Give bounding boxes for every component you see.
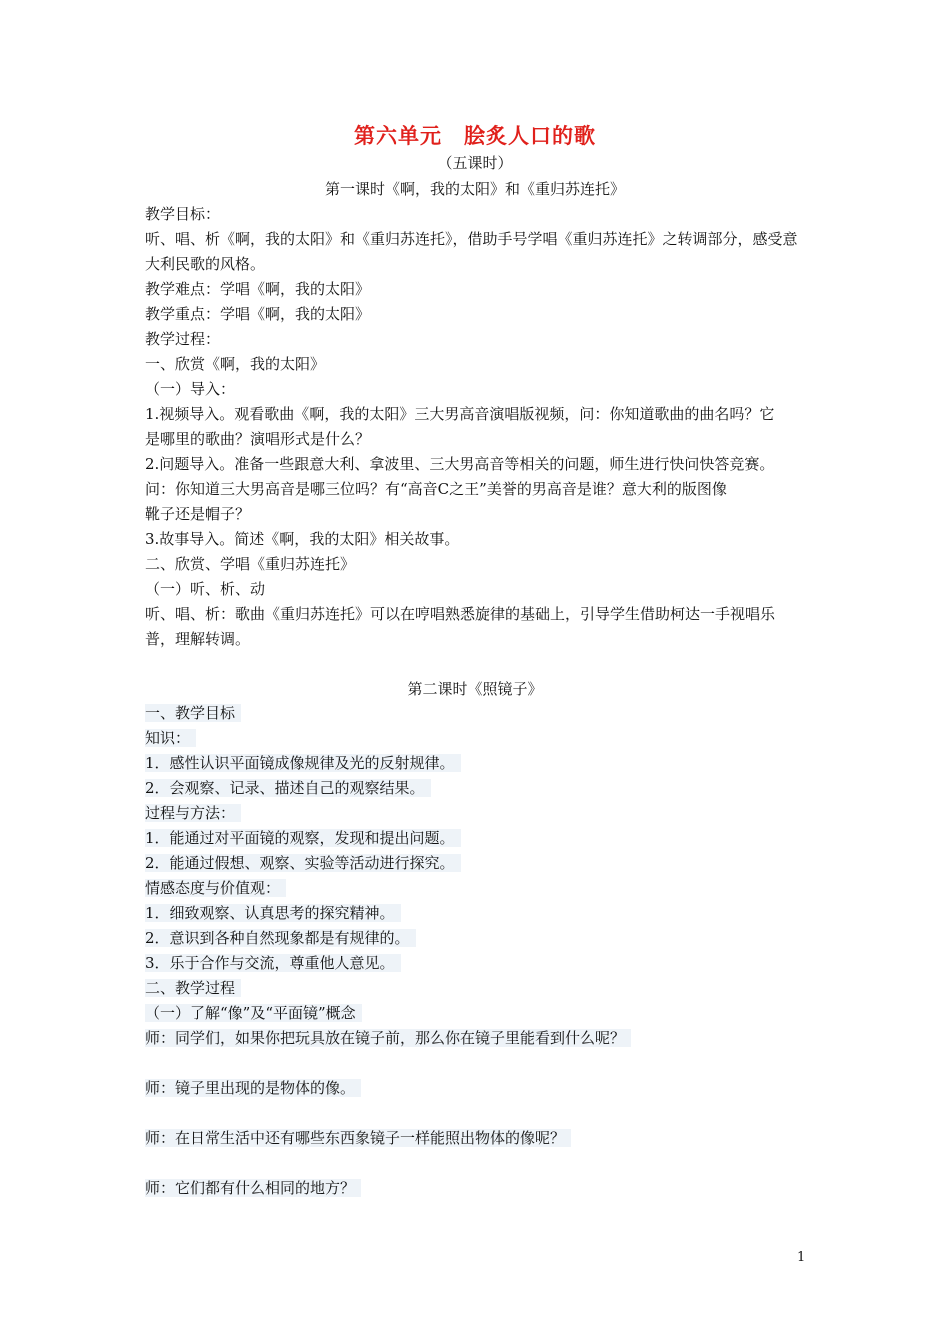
text-line: 一、教学目标 [145,704,241,722]
text-line: 听、唱、析《啊，我的太阳》和《重归苏连托》，借助手号学唱《重归苏连托》之转调部分，感受意 [145,230,798,248]
text-line: 1．细致观察、认真思考的探究精神。 [145,904,401,922]
text-line: 二、教学过程 [145,979,241,997]
text-line: 师：它们都有什么相同的地方？ [145,1179,361,1197]
lesson-2-heading: 第二课时《照镜子》 [407,680,543,698]
text-line: 普，理解转调。 [145,630,251,648]
text-line: 2.问题导入。准备一些跟意大利、拿波里、三大男高音等相关的问题，师生进行快问快答竞赛。 [145,455,775,473]
text-line: 师：同学们，如果你把玩具放在镜子前，那么你在镜子里能看到什么呢？ [145,1029,631,1047]
text-line: 师：镜子里出现的是物体的像。 [145,1079,361,1097]
text-line: 1．能通过对平面镜的观察，发现和提出问题。 [145,829,461,847]
text-line: 过程与方法： [145,804,241,822]
text-line: 2．意识到各种自然现象都是有规律的。 [145,929,416,947]
unit-title: 第六单元 脍炙人口的歌 [354,123,596,148]
text-line: 一、欣赏《啊，我的太阳》 [145,355,326,373]
text-line: 教学过程： [145,330,221,348]
text-line: （一）导入： [145,380,236,398]
text-line: 师：在日常生活中还有哪些东西象镜子一样能照出物体的像呢？ [145,1129,571,1147]
text-line: 教学难点：学唱《啊，我的太阳》 [145,280,371,298]
text-line: 听、唱、析：歌曲《重归苏连托》可以在哼唱熟悉旋律的基础上，引导学生借助柯达一手视唱乐 [145,605,776,623]
text-line: 靴子还是帽子？ [145,505,251,523]
text-line: 3.故事导入。简述《啊，我的太阳》相关故事。 [145,530,460,548]
page-number: 1 [797,1250,806,1265]
text-line: 2．会观察、记录、描述自己的观察结果。 [145,779,431,797]
text-line: 2．能通过假想、观察、实验等活动进行探究。 [145,854,461,872]
text-line: 情感态度与价值观： [145,879,286,897]
text-line: 3．乐于合作与交流，尊重他人意见。 [145,954,401,972]
text-line: 大利民歌的风格。 [145,255,266,273]
text-line: （一）了解“像”及“平面镜”概念 [145,1004,362,1022]
text-line: （一）听、析、动 [145,580,266,598]
lesson-1-heading: 第一课时《啊，我的太阳》和《重归苏连托》 [324,180,625,198]
text-line: 是哪里的歌曲？演唱形式是什么？ [145,430,371,448]
text-line: 问：你知道三大男高音是哪三位吗？有“高音C之王”美誉的男高音是谁？意大利的版图像 [145,480,727,498]
text-line: 1．感性认识平面镜成像规律及光的反射规律。 [145,754,461,772]
text-line: 1.视频导入。观看歌曲《啊，我的太阳》三大男高音演唱版视频，问：你知道歌曲的曲名吗？它 [145,405,775,423]
text-line: 二、欣赏、学唱《重归苏连托》 [145,555,356,573]
text-line: 教学目标： [145,205,221,223]
text-line: 知识： [145,729,196,747]
text-line: 教学重点：学唱《啊，我的太阳》 [145,305,371,323]
unit-subtitle: （五课时） [437,154,513,172]
